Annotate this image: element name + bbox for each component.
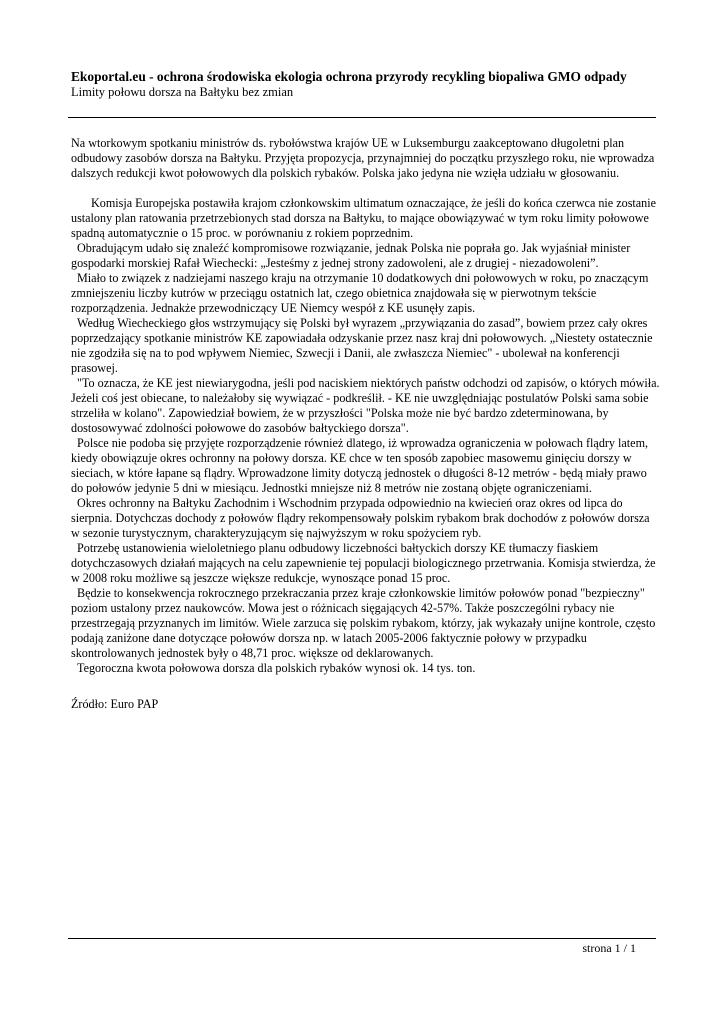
page-number: strona 1 / 1: [582, 941, 636, 955]
footer-divider: [68, 938, 656, 939]
article-paragraph: Polsce nie podoba się przyjęte rozporządzenie również dlatego, iż wprowadza ograniczenia w połowach flądry latem, kiedy obowiązuje okres ochronny na połowy dorsza. KE chce w ten sposób zapobiec masowemu ginięciu dorszy w sieciach, w które łapane są flądry. Wprowadzone limity dotyczą jednostek o długości 8-12 metrów - będą miały prawo do połowów jedynie 5 dni w miesiącu. Jednostki mniejsze niż 8 metrów nie zostaną objęte ograniczeniami.: [71, 436, 649, 495]
article-paragraph: Miało to związek z nadziejami naszego kraju na otrzymanie 10 dodatkowych dni połowowych w roku, po znaczącym zmniejszeniu liczby kutrów w przeciągu ostatnich lat, czego obietnica znajdowała się w pierwotnym tekście rozporządzenia. Jednakże przewodniczący UE Niemcy wespół z KE usunęły zapis.: [71, 271, 649, 315]
article-paragraph: Potrzebę ustanowienia wieloletniego planu odbudowy liczebności bałtyckich dorszy KE tłumaczy fiaskiem dotychczasowych działań mających na celu zapewnienie tej populacji biologicznego przetrwania. Komisja stwierdza, że w 2008 roku możliwe są jeszcze większe redukcje, wynoszące ponad 15 proc.: [71, 541, 656, 585]
article-paragraph: "To oznacza, że KE jest niewiarygodna, jeśli pod naciskiem niektórych państw odchodzi od zapisów, o których mówiła. Jeżeli coś jest obiecane, to należałoby się wywiązać - podkreślił. - KE nie uwzględniając postulatów Polski sama sobie strzeliła w kolano". Zapowiedział bowiem, że w przyszłości "Polska może nie być bardzo zdeterminowana, by dostosowywać zdolności połowowe do zasobów bałtyckiego dorsza".: [71, 376, 660, 435]
article-paragraph: Według Wiecheckiego głos wstrzymujący się Polski był wyrazem „przywiązania do zasad”, bowiem przez cały okres poprzedzający spotkanie ministrów KE zapowiadała odzyskanie przez nasz kraj dni połowowych. „Niestety ostatecznie nie zgodziła się na to pod wpływem Niemiec, Szwecji i Danii, ale zwłaszcza Niemiec" - ubolewał na konferencji prasowej.: [71, 316, 653, 375]
article-source: Źródło: Euro PAP: [71, 697, 159, 711]
article-paragraph: Komisja Europejska postawiła krajom członkowskim ultimatum oznaczające, że jeśli do końca czerwca nie zostanie ustalony plan ratowania przetrzebionych stad dorsza na Bałtyku, to mające obowiązywać w tym roku limity połowowe spadną automatycznie o 15 proc. w porównaniu z rokiem poprzednim.: [71, 196, 657, 240]
header-divider: [68, 117, 656, 118]
article-paragraph: Tegoroczna kwota połowowa dorsza dla polskich rybaków wynosi ok. 14 tys. ton.: [77, 661, 476, 675]
article-title: Limity połowu dorsza na Bałtyku bez zmian: [71, 85, 294, 99]
article-paragraph: Obradującym udało się znaleźć kompromisowe rozwiązanie, jednak Polska nie poprała go. Jak wyjaśniał minister gospodarki morskiej Rafał Wiechecki: „Jesteśmy z jednej strony zadowoleni, ale z drugiej - niezadowoleni”.: [71, 241, 631, 270]
site-title: Ekoportal.eu - ochrona środowiska ekologia ochrona przyrody recykling biopaliwa GMO odpady: [71, 69, 627, 84]
article-lead: Na wtorkowym spotkaniu ministrów ds. rybołówstwa krajów UE w Luksemburgu zaakceptowano długoletni plan odbudowy zasobów dorsza na Bałtyku. Przyjęta propozycja, przynajmniej do początku przyszłego roku, nie wprowadza dalszych redukcji kwot połowowych dla polskich rybaków. Polska jako jedyna nie wzięła udziału w głosowaniu.: [71, 136, 655, 180]
article-body: [71, 136, 661, 676]
article-paragraph: Będzie to konsekwencja rokrocznego przekraczania przez kraje członkowskie limitów połowów ponad "bezpieczny" poziom ustalony przez naukowców. Mowa jest o różnicach sięgających 42-57%. Także poszczególni rybacy nie przestrzegają przyznanych im limitów. Wiele zarzuca się polskim rybakom, którzy, jak wykazały unijne kontrole, często podają zaniżone dane dotyczące połowów dorsza np. w latach 2005-2006 faktycznie połowy w przypadku skontrolowanych jednostek były o 48,71 proc. większe od deklarowanych.: [71, 586, 656, 660]
article-paragraph: Okres ochronny na Bałtyku Zachodnim i Wschodnim przypada odpowiednio na kwiecień oraz okres od lipca do sierpnia. Dotychczas dochody z połowów flądry rekompensowały polskim rybakom brak dochodów z połowów dorsza w sezonie turystycznym, charakteryzującym się najwyższym w roku spożyciem ryb.: [71, 496, 650, 540]
